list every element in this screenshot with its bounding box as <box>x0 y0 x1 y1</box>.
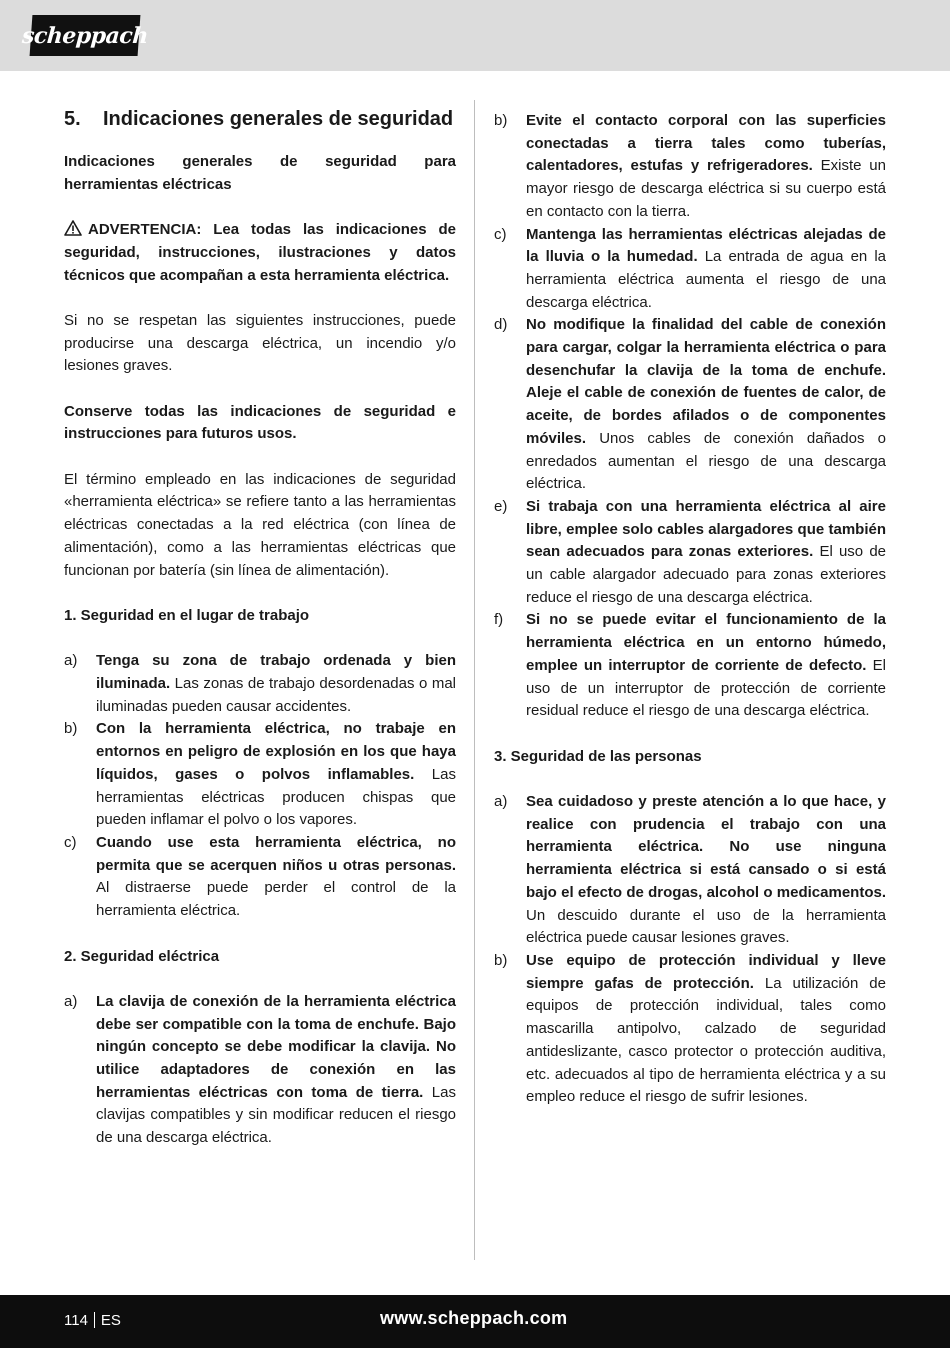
item-bold-text: La clavija de conexión de la herramienta eléctrica debe ser compatible con la toma de enchufe. Bajo ningún concepto se debe modificar la clavija. No utilice adaptadores de conexión en las herramientas eléctricas con toma de tierra. <box>96 992 456 1101</box>
list-item <box>494 224 886 315</box>
item-bold-text: Si no se puede evitar el funcionamiento de la herramienta eléctrica en un entorno húmedo, emplee un interruptor de corriente de defecto. <box>526 611 886 674</box>
list-item <box>494 496 886 610</box>
item-list <box>494 110 886 723</box>
list-item <box>494 609 886 723</box>
website-link[interactable]: www.scheppach.com <box>380 1308 568 1328</box>
item-bold-text: Con la herramienta eléctrica, no trabaje en entornos en peligro de explosión en los que haya líquidos, gases o polvos inflamables. <box>96 720 456 783</box>
item-text: El uso de un interruptor de protección de corriente residual reduce el riesgo de una descarga eléctrica. <box>526 656 886 720</box>
section-title-text: Indicaciones generales de seguridad <box>103 108 454 130</box>
item-bold-text: Si trabaja con una herramienta eléctrica al aire libre, emplee solo cables alargadores que también sean adecuados para zonas exteriores. <box>526 497 886 561</box>
item-text: Unos cables de conexión dañados o enredados aumentan el riesgo de una descarga eléctrica. <box>526 429 886 493</box>
item-body <box>526 224 886 315</box>
page-number-value: 114 <box>64 1312 88 1329</box>
item-list <box>64 650 456 922</box>
item-letter: b) <box>64 720 78 738</box>
list-item <box>64 650 456 718</box>
item-body <box>526 791 886 950</box>
item-text: La utilización de equipos de protección individual, tales como mascarilla antipolvo, calzado de seguridad antideslizante, casco protector o protección auditiva, etc. adecuados al tipo de herramienta eléctrica y a su empleo reduce el riesgo de sufrir lesiones. <box>526 974 886 1106</box>
item-body <box>526 609 886 723</box>
list-item <box>64 718 456 832</box>
item-body <box>96 832 456 923</box>
warning-paragraph <box>64 219 456 287</box>
item-list <box>494 791 886 1109</box>
header-band <box>0 0 950 71</box>
item-letter: a) <box>494 793 508 811</box>
item-text: El uso de un cable alargador adecuado para zonas exteriores reduce el riesgo de una descarga eléctrica. <box>526 543 886 606</box>
section-title <box>64 105 456 133</box>
item-list <box>64 991 456 1150</box>
item-text: Las clavijas compatibles y sin modificar reducen el riesgo de una descarga eléctrica. <box>96 1083 456 1147</box>
item-body <box>526 110 886 224</box>
item-text: Existe un mayor riesgo de descarga eléctrica si su cuerpo está en contacto con la tierra. <box>526 157 886 220</box>
list-item <box>494 950 886 1109</box>
subsection-heading: 3. Seguridad de las personas <box>494 747 702 765</box>
left-column <box>64 105 456 1173</box>
item-letter: b) <box>494 112 508 129</box>
paragraph: El término empleado en las indicaciones de seguridad «herramienta eléctrica» se refiere tanto a las herramientas eléctricas conectadas a la red eléctrica (con línea de alimentación), como a las herramientas eléctricas que funcionan por batería (sin línea de alimentación). <box>64 470 456 579</box>
list-item <box>64 991 456 1150</box>
item-text: Las herramientas eléctricas producen chispas que pueden inflamar el polvo o los vapores. <box>96 765 456 829</box>
subsection-heading: 2. Seguridad eléctrica <box>64 947 220 965</box>
item-body <box>526 950 886 1109</box>
item-bold-text: Evite el contacto corporal con las superficies conectadas a tierra tales como tuberías, calentadores, estufas y refrigeradores. <box>526 112 886 175</box>
item-letter: c) <box>64 834 77 851</box>
item-bold-text: Cuando use esta herramienta eléctrica, no permita que se acerquen niños u otras personas. <box>96 834 456 874</box>
warning-triangle-icon <box>64 220 82 236</box>
brand-logo: scheppach <box>30 15 141 56</box>
list-item <box>494 314 886 496</box>
item-body <box>526 496 886 610</box>
language-code: ES <box>100 1312 121 1329</box>
item-text: La entrada de agua en la herramienta eléctrica aumenta el riesgo de una descarga eléctrica. <box>526 248 886 311</box>
warning-text: ADVERTENCIA: Lea todas las indicaciones de seguridad, instrucciones, ilustraciones y datos técnicos que acompañan a esta herramienta eléctrica. <box>64 221 456 284</box>
item-body <box>526 314 886 496</box>
footer <box>0 1295 950 1348</box>
item-text: Al distraerse puede perder el control de la herramienta eléctrica. <box>96 879 456 920</box>
intro-heading: Indicaciones generales de seguridad para herramientas eléctricas <box>64 153 456 193</box>
item-bold-text: Tenga su zona de trabajo ordenada y bien iluminada. <box>96 652 456 693</box>
item-text: Las zonas de trabajo desordenadas o mal iluminadas pueden causar accidentes. <box>96 675 456 715</box>
list-item <box>494 110 886 224</box>
item-body <box>96 991 456 1150</box>
item-text: Un descuido durante el uso de la herramienta eléctrica puede causar lesiones graves. <box>526 906 886 947</box>
footer-separator <box>94 1312 95 1328</box>
item-letter: c) <box>494 225 507 243</box>
item-letter: a) <box>64 992 78 1010</box>
item-bold-text: Use equipo de protección individual y lleve siempre gafas de protección. <box>526 951 886 992</box>
right-column <box>494 110 886 1132</box>
list-item <box>494 791 886 950</box>
item-bold-text: Sea cuidadoso y preste atención a lo que hace, y realice con prudencia el trabajo con una herramienta eléctrica. No use ninguna herramienta eléctrica si está cansado o si está bajo el efecto de drogas, alcohol o medicamentos. <box>526 793 886 901</box>
section-number: 5. <box>64 108 81 130</box>
column-divider <box>474 100 475 1260</box>
page-number <box>64 1311 121 1331</box>
item-bold-text: Mantenga las herramientas eléctricas alejadas de la lluvia o la humedad. <box>526 225 886 266</box>
item-letter: a) <box>64 652 78 670</box>
subsection-heading: 1. Seguridad en el lugar de trabajo <box>64 606 310 624</box>
item-letter: d) <box>494 316 508 334</box>
item-body <box>96 718 456 832</box>
paragraph: Si no se respetan las siguientes instrucciones, puede producirse una descarga eléctrica, un incendio y/o lesiones graves. <box>64 311 456 375</box>
item-body <box>96 650 456 718</box>
item-bold-text: No modifique la finalidad del cable de conexión para cargar, colgar la herramienta eléctrica o para desenchufar la clavija de la toma de enchufe. Aleje el cable de conexión de fuentes de calor, de aceite, de bordes afilados o de componentes móviles. <box>526 316 886 447</box>
paragraph-bold: Conserve todas las indicaciones de seguridad e instrucciones para futuros usos. <box>64 402 456 443</box>
list-item <box>64 832 456 923</box>
item-letter: b) <box>494 951 508 969</box>
item-letter: f) <box>494 611 504 629</box>
item-letter: e) <box>494 497 508 515</box>
